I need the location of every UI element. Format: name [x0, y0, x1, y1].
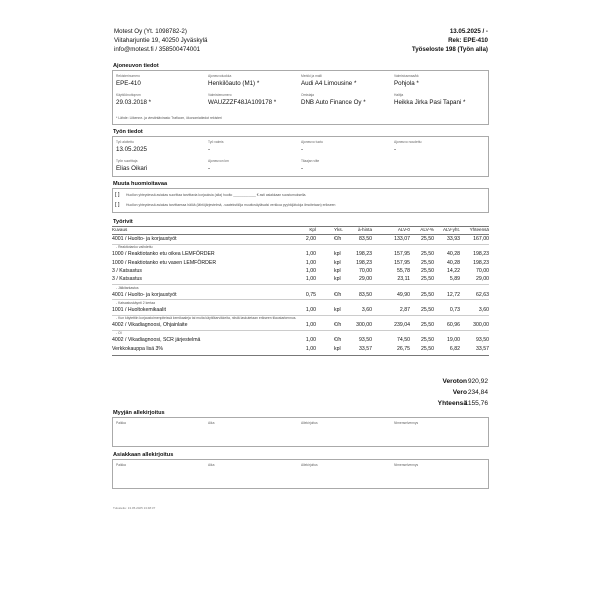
table-cell-alv0: 23,11	[397, 276, 410, 283]
field-label: Käyttöönottopvm	[116, 93, 141, 97]
table-cell-total: 3,60	[478, 306, 489, 313]
table-cell-qty: 0,75	[305, 291, 316, 298]
table-cell-unit: €/h	[334, 337, 342, 344]
total-label: Veroton	[442, 378, 467, 385]
field-value: Henkilöauto (M1) *	[208, 80, 260, 87]
rows-heading: Työrivit	[113, 219, 133, 225]
table-cell-alvy: 0,73	[449, 306, 460, 313]
column-header: à-hinta	[357, 227, 372, 232]
table-cell-total: 29,00	[476, 276, 489, 283]
column-header: Kpl	[309, 227, 316, 232]
table-cell-alvy: 40,28	[447, 259, 460, 266]
customer-signature-heading: Asiakkaan allekirjoitus	[113, 452, 174, 458]
table-cell-alv0: 26,75	[397, 345, 410, 352]
table-cell-alvy: 33,93	[447, 236, 460, 242]
table-cell-total: 62,63	[476, 291, 489, 298]
remark-checkbox[interactable]: [ ]	[115, 192, 120, 198]
table-cell-price: 29,00	[359, 276, 372, 283]
remark-checkbox[interactable]: [ ]	[115, 202, 120, 208]
table-cell-total: 33,57	[476, 345, 489, 352]
total-label: Vero	[452, 389, 467, 396]
table-cell-alvp: 25,50	[421, 251, 434, 258]
field-value: 13.05.2025	[116, 146, 147, 153]
table-cell-alvp: 25,50	[421, 236, 434, 242]
table-cell-qty: 2,00	[305, 236, 316, 242]
table-cell-alvp: 25,50	[421, 322, 434, 329]
table-bottom-rule	[112, 355, 489, 356]
table-cell-desc: 4001 / Huolto- ja korjaustyöt	[112, 236, 177, 242]
table-cell-price: 33,57	[359, 345, 372, 352]
table-cell-qty: 1,00	[305, 337, 316, 344]
remarks-heading: Muuta huomioitavaa	[113, 181, 168, 187]
document-date: 13.05.2025 / -	[449, 28, 488, 35]
table-cell-alvp: 25,50	[421, 291, 434, 298]
table-cell-total: 300,00	[473, 322, 489, 329]
table-cell-qty: 1,00	[305, 259, 316, 266]
company-address: Viitaharjuntie 19, 40250 Jyväskylä	[114, 37, 208, 44]
remarks-box	[112, 188, 489, 213]
table-cell-unit: kpl	[334, 259, 341, 266]
table-cell-unit: kpl	[334, 306, 341, 313]
table-cell-price: 70,00	[359, 267, 372, 274]
table-cell-qty: 1,00	[305, 267, 316, 274]
field-label: Rekisterinumero	[116, 74, 141, 78]
sign-label-name: Nimenselvennys	[394, 463, 419, 467]
table-cell-price: 93,50	[359, 337, 372, 344]
company-name: Motest Oy (Yt. 1098782-2)	[114, 28, 187, 35]
table-cell-alvy: 14,22	[447, 267, 460, 274]
vehicle-section-heading: Ajoneuvon tiedot	[113, 63, 159, 69]
field-label: Työn suorittaja	[116, 159, 138, 163]
row-note: - Jälkitarkastus	[116, 285, 139, 290]
table-cell-price: 198,23	[356, 259, 372, 266]
sign-label-signature: Allekirjoitus	[301, 421, 318, 425]
table-cell-total: 93,50	[476, 337, 489, 344]
sign-label-signature: Allekirjoitus	[301, 463, 318, 467]
table-cell-alv0: 239,04	[394, 322, 410, 329]
total-value: 234,84	[467, 389, 488, 396]
table-cell-alv0: 74,50	[397, 337, 410, 344]
row-note: - Katsastuskäynti 2 kertaa	[116, 300, 156, 305]
field-label: Työ valmis	[208, 140, 224, 144]
table-cell-alvp: 25,50	[421, 276, 434, 283]
seller-signature-heading: Myyjän allekirjoitus	[113, 410, 165, 416]
table-cell-total: 167,00	[473, 236, 489, 242]
table-cell-desc: 4002 / Vikadiagnoosi, SCR järjestelmä	[112, 337, 201, 344]
vehicle-source-note: * Lähde: Liikenne- ja viestintävirasto Traficom, ökonomiatiedot rekisteri	[116, 116, 222, 120]
field-label: Valmistenumero	[208, 93, 232, 97]
table-cell-desc: 1001 / Huoltokemikaalit	[112, 306, 166, 313]
table-cell-desc: 4002 / Vikadiagnoosi, Ohjainlaite	[112, 322, 188, 329]
work-rows-table	[112, 226, 489, 372]
table-cell-desc: 3 / Katsastus	[112, 276, 142, 283]
total-value: 920,92	[467, 378, 488, 385]
column-header: ALV-yht.	[442, 227, 460, 232]
sign-label-place: Paikka	[116, 463, 126, 467]
table-cell-alv0: 157,95	[394, 259, 410, 266]
table-cell-alvp: 25,50	[421, 306, 434, 313]
table-cell-unit: €/h	[334, 236, 342, 242]
field-value: Pohjola *	[394, 80, 419, 87]
field-label: Haltija	[394, 93, 404, 97]
document-title: Työseloste 198 (Työn alla)	[411, 46, 488, 53]
field-value: -	[301, 165, 304, 172]
row-note: - Ol	[116, 331, 122, 336]
table-cell-alvy: 12,72	[447, 291, 460, 298]
table-cell-alvp: 25,50	[421, 345, 434, 352]
table-cell-total: 198,23	[473, 259, 489, 266]
table-cell-qty: 1,00	[305, 276, 316, 283]
field-value: 29.03.2018 *	[116, 99, 152, 106]
field-value: Heikka Jirka Pasi Tapani *	[394, 99, 466, 106]
table-cell-qty: 1,00	[305, 345, 316, 352]
table-cell-alvp: 25,50	[421, 337, 434, 344]
table-cell-unit: €/h	[334, 322, 342, 329]
field-value: Audi A4 Limousine *	[301, 80, 357, 87]
table-cell-desc: Verkkokauppa lisä 3%	[112, 345, 164, 352]
table-cell-alvp: 25,50	[421, 267, 434, 274]
field-value: -	[208, 165, 211, 172]
table-cell-desc: 1000 / Reaktiotanko etu vasen LEMFÖRDER	[112, 259, 217, 266]
field-value: DNB Auto Finance Oy *	[301, 99, 366, 106]
table-cell-desc: 3 / Katsastus	[112, 267, 142, 274]
printed-timestamp: Tulostettu: 13.05.2025 13:48:37	[113, 506, 156, 510]
column-header: ALV-%	[420, 227, 434, 232]
field-label: Ajoneuvo tuotu	[301, 140, 323, 144]
table-cell-alvy: 40,28	[447, 251, 460, 258]
field-label: Tilaajan viite	[301, 159, 320, 163]
table-cell-unit: kpl	[334, 267, 341, 274]
table-cell-unit: €/h	[334, 291, 342, 298]
column-header: Yks.	[334, 227, 343, 232]
remark-text: Huollon yhteydessä asiakas suorittaa tarvittavia korjauksia (alla) huolto ____________ € asti asiakkaan suostumuksella.	[126, 193, 307, 197]
table-cell-total: 198,23	[473, 251, 489, 258]
field-label: Valmistusmaa/kk	[394, 74, 419, 78]
sign-label-place: Paikka	[116, 421, 126, 425]
table-cell-alvy: 5,89	[449, 276, 460, 283]
table-cell-unit: kpl	[334, 276, 341, 283]
grand-total-value: 1155,76	[464, 400, 488, 407]
table-cell-alv0: 49,90	[397, 291, 410, 298]
table-cell-total: 70,00	[476, 267, 489, 274]
field-label: Ajoneuvoluokka	[208, 74, 232, 78]
field-value: -	[301, 146, 304, 153]
sign-label-time: Aika	[208, 421, 215, 425]
header-rule	[112, 234, 489, 235]
field-value: -	[394, 146, 397, 153]
field-value: WAUZZZF48JA109178 *	[208, 99, 277, 106]
table-cell-qty: 1,00	[305, 306, 316, 313]
field-label: Omistaja	[301, 93, 315, 97]
field-value: Elias Oikari	[116, 165, 148, 172]
table-cell-alvy: 60,96	[447, 322, 460, 329]
table-cell-unit: kpl	[334, 251, 341, 258]
table-cell-qty: 1,00	[305, 251, 316, 258]
table-cell-price: 83,50	[359, 236, 372, 242]
row-note: - Reaktiotanko vaihdettu	[116, 245, 153, 250]
field-value: EPE-410	[116, 80, 141, 87]
table-cell-price: 300,00	[356, 322, 372, 329]
company-contact: info@motest.fi / 358500474001	[114, 46, 201, 53]
table-cell-alvy: 6,82	[449, 345, 460, 352]
table-cell-price: 83,50	[359, 291, 372, 298]
table-cell-alvp: 25,50	[421, 259, 434, 266]
table-cell-price: 3,60	[361, 306, 372, 313]
table-cell-alv0: 157,95	[394, 251, 410, 258]
sign-label-time: Aika	[208, 463, 215, 467]
column-header: Yhteensä	[469, 227, 489, 232]
table-cell-desc: 1000 / Reaktiotanko etu oikea LEMFÖRDER	[112, 251, 215, 258]
table-cell-alv0: 2,87	[399, 306, 410, 313]
column-header: Kuvaus	[112, 227, 128, 232]
table-cell-alv0: 55,78	[397, 267, 410, 274]
column-header: ALV-0	[397, 227, 410, 232]
field-label: Ajoneuvon km	[208, 159, 229, 163]
table-cell-alvy: 19,00	[447, 337, 460, 344]
field-label: Ajoneuvo noudettu	[394, 140, 422, 144]
grand-total-label: Yhteensä	[437, 400, 467, 407]
sign-label-name: Nimenselvennys	[394, 421, 419, 425]
registration-number: Rek: EPE-410	[448, 37, 488, 44]
field-label: Merkki ja malli	[301, 74, 322, 78]
field-label: Työ aloitettu	[116, 140, 134, 144]
table-cell-unit: kpl	[334, 345, 341, 352]
table-cell-price: 198,23	[356, 251, 372, 258]
row-note: - Kun käytettiin korjaustoimenpiteissä kemikaaleja tai muita käyttötarvikkeita, niistä laskutetaan erikseen tilaustarkennus.	[116, 316, 297, 321]
field-value: -	[208, 146, 211, 153]
work-section-heading: Työn tiedot	[113, 129, 143, 135]
table-cell-alv0: 133,07	[394, 236, 410, 242]
table-cell-qty: 1,00	[305, 322, 316, 329]
table-cell-desc: 4001 / Huolto- ja korjaustyöt	[112, 291, 177, 298]
remark-text: Huollon yhteydessä asiakas tarvittaessa hälöä (lähtöjärjestelmä, -vaatekstilöja muuttoväyläsalsi verkkoa pyyhkijätuloja ilmoitetaan) erikseen	[126, 203, 336, 207]
